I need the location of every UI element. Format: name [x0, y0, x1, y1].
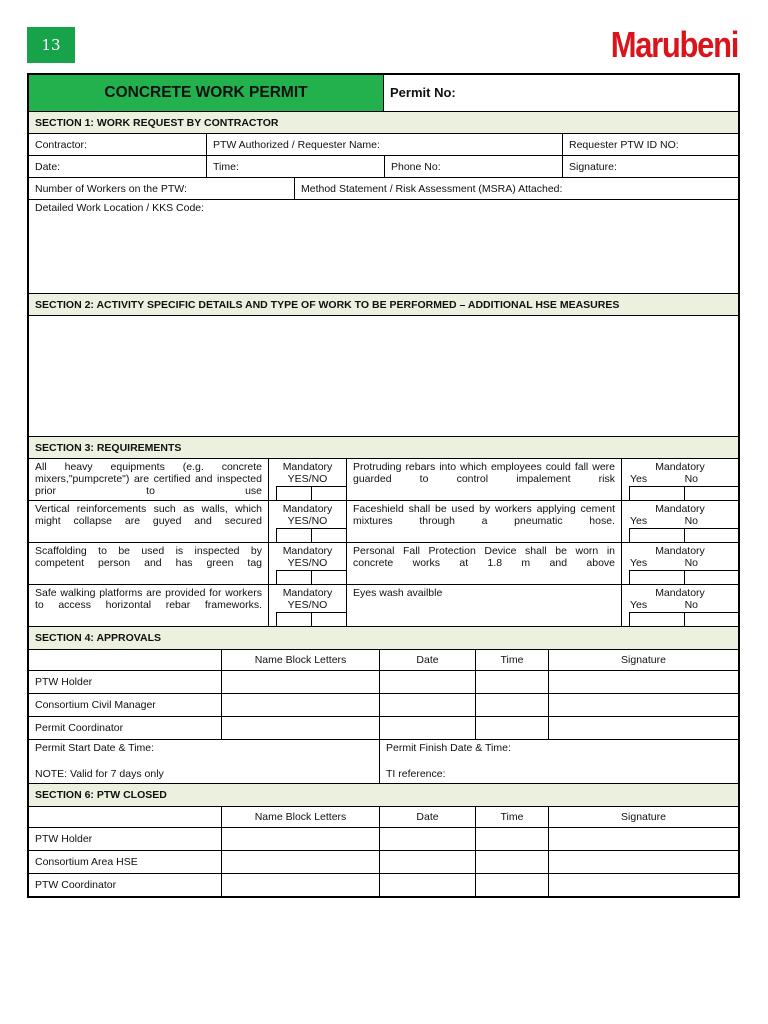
section6-heading: SECTION 6: PTW CLOSED: [29, 784, 739, 807]
yes-checkbox[interactable]: [629, 528, 684, 542]
requirement-right-4: Eyes wash availble: [347, 585, 622, 627]
section4-heading: SECTION 4: APPROVALS: [29, 627, 739, 650]
time-cell[interactable]: [476, 851, 549, 874]
column-time: Time: [476, 650, 549, 671]
no-checkbox[interactable]: [684, 486, 739, 500]
workers-count-field[interactable]: Number of Workers on the PTW:: [29, 178, 295, 200]
mandatory-yes-no-r1[interactable]: [622, 459, 739, 501]
mandatory-label: Mandatory: [282, 545, 333, 557]
ptw-closed-table: [28, 783, 739, 897]
date-cell[interactable]: [380, 671, 476, 694]
no-label: No: [684, 557, 698, 569]
time-field[interactable]: Time:: [207, 156, 385, 178]
activity-details-field[interactable]: [29, 316, 739, 437]
no-label: No: [684, 515, 698, 527]
concrete-work-permit-form: [27, 73, 740, 898]
signature-cell[interactable]: [549, 694, 739, 717]
mandatory-yes-no-r2[interactable]: [622, 501, 739, 543]
approvals-header-blank: [29, 650, 222, 671]
permit-no-field[interactable]: Permit No:: [384, 75, 739, 112]
signature-field[interactable]: Signature:: [563, 156, 739, 178]
approval-role-label: Permit Coordinator: [29, 717, 222, 740]
ti-reference-label: TI reference:: [386, 768, 446, 780]
column-signature: Signature: [549, 650, 739, 671]
marubeni-logo: Marubeni: [610, 24, 738, 65]
mandatory-label: Mandatory: [655, 461, 705, 473]
yes-checkbox[interactable]: [629, 486, 684, 500]
requirement-right-3: Personal Fall Protection Device shall be worn in concrete works at 1.8 m and above: [347, 543, 622, 585]
contractor-field[interactable]: Contractor:: [29, 134, 207, 156]
name-cell[interactable]: [222, 828, 380, 851]
requirement-left-2: Vertical reinforcements such as walls, which might collapse are guyed and secured: [29, 501, 269, 543]
yes-label: Yes: [630, 515, 648, 527]
phone-field[interactable]: Phone No:: [385, 156, 563, 178]
approvals-table: [28, 626, 739, 740]
requester-id-field[interactable]: Requester PTW ID NO:: [563, 134, 739, 156]
signature-cell[interactable]: [549, 851, 739, 874]
page-number: 13: [27, 27, 75, 63]
column-time: Time: [476, 807, 549, 828]
mandatory-yes-no-r3[interactable]: [622, 543, 739, 585]
permit-finish-label: Permit Finish Date & Time:: [386, 742, 511, 754]
no-checkbox[interactable]: [311, 612, 346, 626]
signature-cell[interactable]: [549, 717, 739, 740]
approval-role-label: PTW Holder: [29, 671, 222, 694]
time-cell[interactable]: [476, 671, 549, 694]
closed-role-label: Consortium Area HSE: [29, 851, 222, 874]
column-signature: Signature: [549, 807, 739, 828]
yes-no-label: YES/NO: [287, 515, 328, 527]
requirement-left-4: Safe walking platforms are provided for workers to access horizontal rebar frameworks.: [29, 585, 269, 627]
permit-finish-field[interactable]: [380, 740, 739, 784]
no-checkbox[interactable]: [311, 528, 346, 542]
section1-table-b: [28, 177, 739, 459]
time-cell[interactable]: [476, 828, 549, 851]
permit-start-label: Permit Start Date & Time:: [35, 742, 155, 754]
name-cell[interactable]: [222, 694, 380, 717]
mandatory-yes-no-4[interactable]: [269, 585, 347, 627]
no-checkbox[interactable]: [311, 570, 346, 584]
column-date: Date: [380, 807, 476, 828]
work-location-field[interactable]: Detailed Work Location / KKS Code:: [29, 200, 739, 294]
requirements-table: [28, 458, 739, 627]
validity-note: NOTE: Valid for 7 days only: [35, 768, 164, 780]
yes-label: Yes: [630, 599, 648, 611]
date-cell[interactable]: [380, 717, 476, 740]
requirement-left-1: All heavy equipments (e.g. concrete mixers,"pumpcrete") are certified and inspected prior to use: [29, 459, 269, 501]
validity-table: [28, 739, 739, 784]
date-cell[interactable]: [380, 828, 476, 851]
permit-start-field[interactable]: [29, 740, 380, 784]
no-label: No: [684, 599, 698, 611]
form-title: CONCRETE WORK PERMIT: [29, 75, 384, 112]
yes-checkbox[interactable]: [276, 486, 311, 500]
yes-no-label: YES/NO: [287, 473, 328, 485]
time-cell[interactable]: [476, 694, 549, 717]
yes-no-label: YES/NO: [287, 557, 328, 569]
approval-role-label: Consortium Civil Manager: [29, 694, 222, 717]
mandatory-yes-no-r4[interactable]: [622, 585, 739, 627]
msra-field[interactable]: Method Statement / Risk Assessment (MSRA) Attached:: [295, 178, 739, 200]
mandatory-label: Mandatory: [282, 461, 333, 473]
section2-heading: SECTION 2: ACTIVITY SPECIFIC DETAILS AND TYPE OF WORK TO BE PERFORMED – ADDITIONAL HSE MEASURES: [29, 294, 739, 316]
name-cell[interactable]: [222, 851, 380, 874]
name-cell[interactable]: [222, 874, 380, 897]
yes-checkbox[interactable]: [276, 528, 311, 542]
mandatory-label: Mandatory: [282, 503, 333, 515]
section3-heading: SECTION 3: REQUIREMENTS: [29, 437, 739, 459]
requirement-right-1: Protruding rebars into which employees could fall were guarded to control impalement risk: [347, 459, 622, 501]
signature-cell[interactable]: [549, 874, 739, 897]
section1-heading: SECTION 1: WORK REQUEST BY CONTRACTOR: [29, 112, 739, 134]
mandatory-yes-no-2[interactable]: [269, 501, 347, 543]
requirement-right-2: Faceshield shall be used by workers applying cement mixtures through a pneumatic hose.: [347, 501, 622, 543]
yes-checkbox[interactable]: [629, 570, 684, 584]
mandatory-yes-no-1[interactable]: [269, 459, 347, 501]
requester-name-field[interactable]: PTW Authorized / Requester Name:: [207, 134, 563, 156]
signature-cell[interactable]: [549, 671, 739, 694]
yes-checkbox[interactable]: [629, 612, 684, 626]
yes-checkbox[interactable]: [276, 612, 311, 626]
time-cell[interactable]: [476, 717, 549, 740]
closed-header-blank: [29, 807, 222, 828]
mandatory-yes-no-3[interactable]: [269, 543, 347, 585]
no-checkbox[interactable]: [684, 612, 739, 626]
title-table: [28, 74, 739, 112]
no-checkbox[interactable]: [311, 486, 346, 500]
date-cell[interactable]: [380, 851, 476, 874]
no-label: No: [684, 473, 698, 485]
signature-cell[interactable]: [549, 828, 739, 851]
date-cell[interactable]: [380, 694, 476, 717]
date-cell[interactable]: [380, 874, 476, 897]
mandatory-label: Mandatory: [655, 587, 705, 599]
mandatory-label: Mandatory: [655, 503, 705, 515]
no-checkbox[interactable]: [684, 570, 739, 584]
yes-checkbox[interactable]: [276, 570, 311, 584]
requirement-left-3: Scaffolding to be used is inspected by competent person and has green tag: [29, 543, 269, 585]
closed-role-label: PTW Holder: [29, 828, 222, 851]
column-date: Date: [380, 650, 476, 671]
name-cell[interactable]: [222, 717, 380, 740]
column-name-block: Name Block Letters: [222, 807, 380, 828]
mandatory-label: Mandatory: [282, 587, 333, 599]
section1-table: [28, 111, 739, 178]
closed-role-label: PTW Coordinator: [29, 874, 222, 897]
column-name-block: Name Block Letters: [222, 650, 380, 671]
no-checkbox[interactable]: [684, 528, 739, 542]
time-cell[interactable]: [476, 874, 549, 897]
mandatory-label: Mandatory: [655, 545, 705, 557]
yes-label: Yes: [630, 557, 648, 569]
date-field[interactable]: Date:: [29, 156, 207, 178]
name-cell[interactable]: [222, 671, 380, 694]
yes-label: Yes: [630, 473, 648, 485]
yes-no-label: YES/NO: [287, 599, 328, 611]
